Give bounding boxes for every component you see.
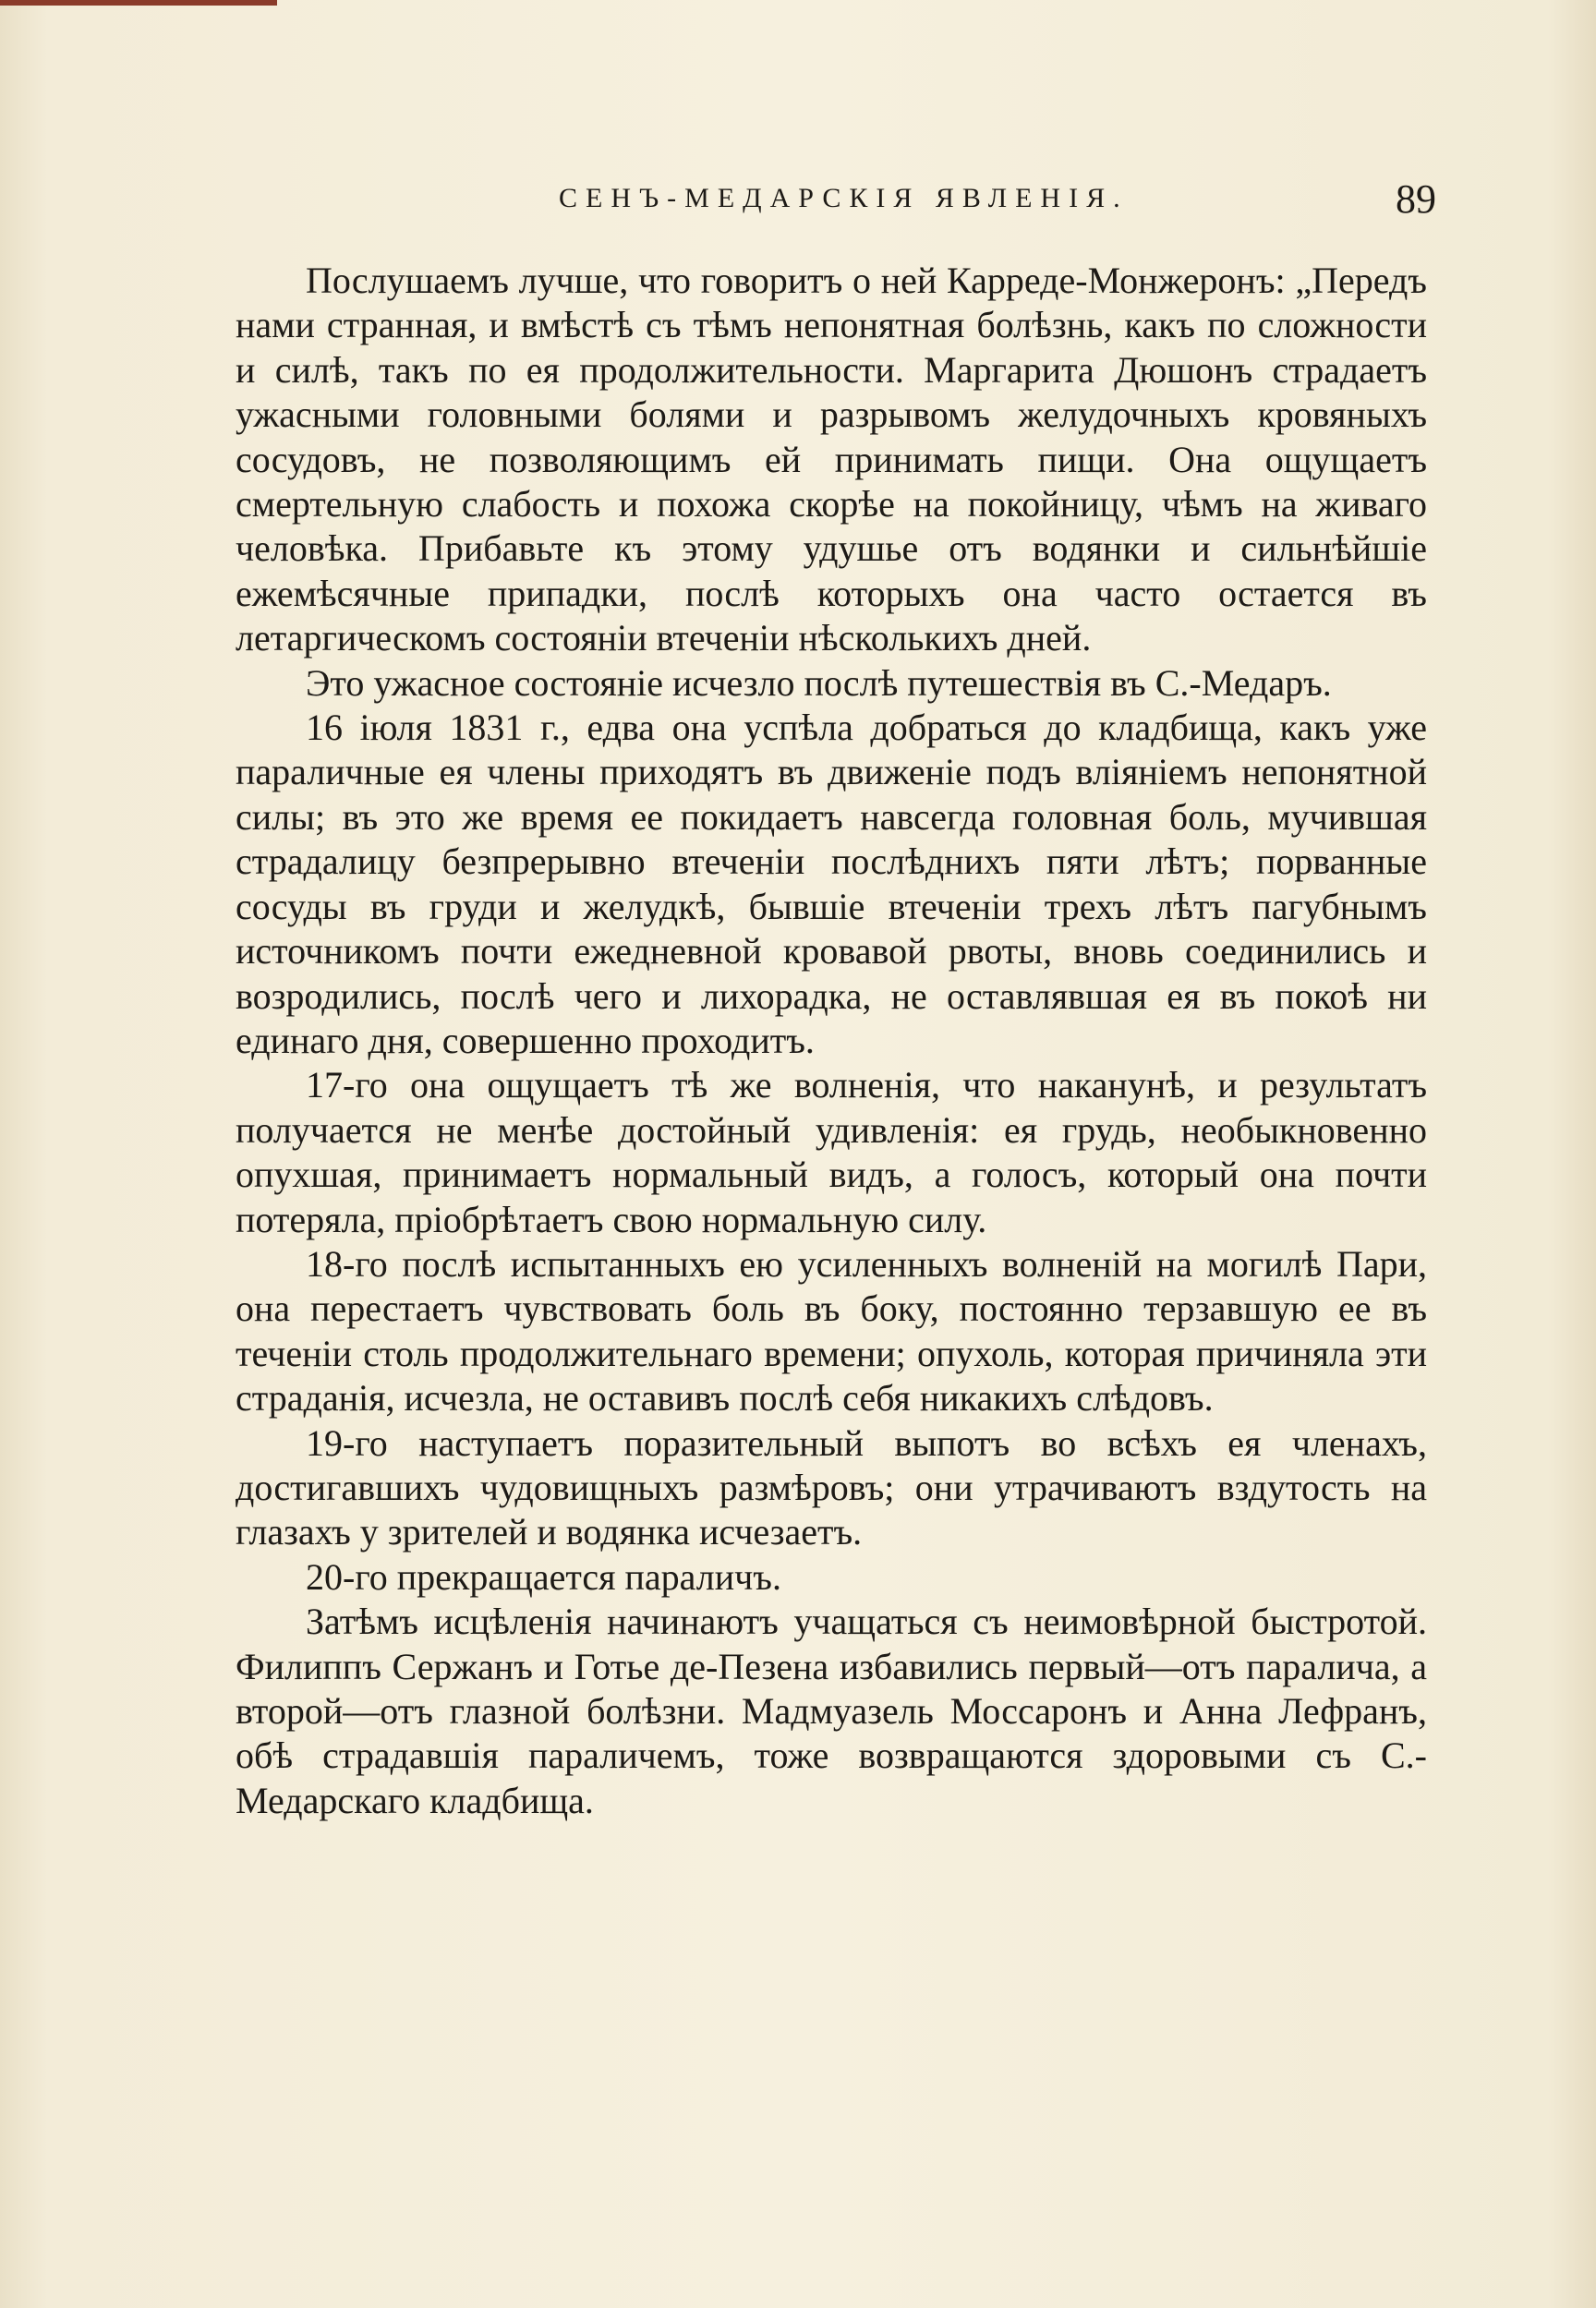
running-head [236,175,1436,231]
paragraph: Это ужасное состояніе исчезло послѣ путешествія въ С.-Медаръ. [306,661,1332,704]
paragraph: 18-го послѣ испытанныхъ ею усиленныхъ волненій на могилѣ Пари, она перестаетъ чувствовать боль въ боку, постоянно терзавшую ее въ теченіи столь продолжительнаго времени; опухоль, которая причиняла эти страданія, исчезла, не оставивъ послѣ себя никакихъ слѣдовъ. [236,1242,1427,1420]
running-title: СЕНЪ-МЕДАРСКІЯ ЯВЛЕНІЯ. [559,183,1129,213]
paragraph: Послушаемъ лучше, что говоритъ о ней Карреде-Монжеронъ: „Передъ нами странная, и вмѣстѣ съ тѣмъ непонятная болѣзнь, какъ по сложности и силѣ, такъ по ея продолжительности. Маргарита Дюшонъ страдаетъ ужасными головными болями и разрывомъ желудочныхъ кровяныхъ сосудовъ, не позволяющимъ ей принимать пищи. Она ощущаетъ смертельную слабость и похожа скорѣе на покойницу, чѣмъ на живаго человѣка. Прибавьте къ этому удушье отъ водянки и сильнѣйшіе ежемѣсячные припадки, послѣ которыхъ она часто остается въ летаргическомъ состояніи втеченіи нѣсколькихъ дней. [236,260,1427,659]
paragraph: 17-го она ощущаетъ тѣ же волненія, что наканунѣ, и результатъ получается не менѣе достойный удивленія: ея грудь, необыкновенно опухшая, принимаетъ нормальный видъ, а голосъ, который она почти потеряла, пріобрѣтаетъ свою нормальную силу. [236,1064,1427,1240]
page-number: 89 [1396,176,1436,222]
paragraph: 19-го наступаетъ поразительный выпотъ во всѣхъ ея членахъ, достигавшихъ чудовищныхъ размѣровъ; они утрачиваютъ вздутость на глазахъ у зрителей и водянка исчезаетъ. [236,1421,1427,1553]
page-edge-mark [0,0,277,6]
body-text [236,259,1427,1823]
paragraph: 16 іюля 1831 г., едва она успѣла добраться до кладбища, какъ уже параличные ея члены приходятъ въ движеніе подъ вліяніемъ непонятной силы; въ это же время ее покидаетъ навсегда головная боль, мучившая страдалицу безпрерывно втеченіи послѣднихъ пяти лѣтъ; порванные сосуды въ груди и желудкѣ, бывшіе втеченіи трехъ лѣтъ пагубнымъ источникомъ почти ежедневной кровавой рвоты, вновь соединились и возродились, послѣ чего и лихорадка, не оставлявшая ея въ покоѣ ни единаго дня, совершенно проходитъ. [236,707,1427,1061]
paragraph: Затѣмъ исцѣленія начинаютъ учащаться съ неимовѣрной быстротой. Филиппъ Сержанъ и Готье де-Пезена избавились первый—отъ паралича, а второй—отъ глазной болѣзни. Мадмуазель Моссаронъ и Анна Лефранъ, обѣ страдавшія параличемъ, тоже возвращаются здоровыми съ С.-Медарскаго кладбища. [236,1601,1427,1821]
paragraph: 20-го прекращается параличъ. [306,1555,781,1598]
